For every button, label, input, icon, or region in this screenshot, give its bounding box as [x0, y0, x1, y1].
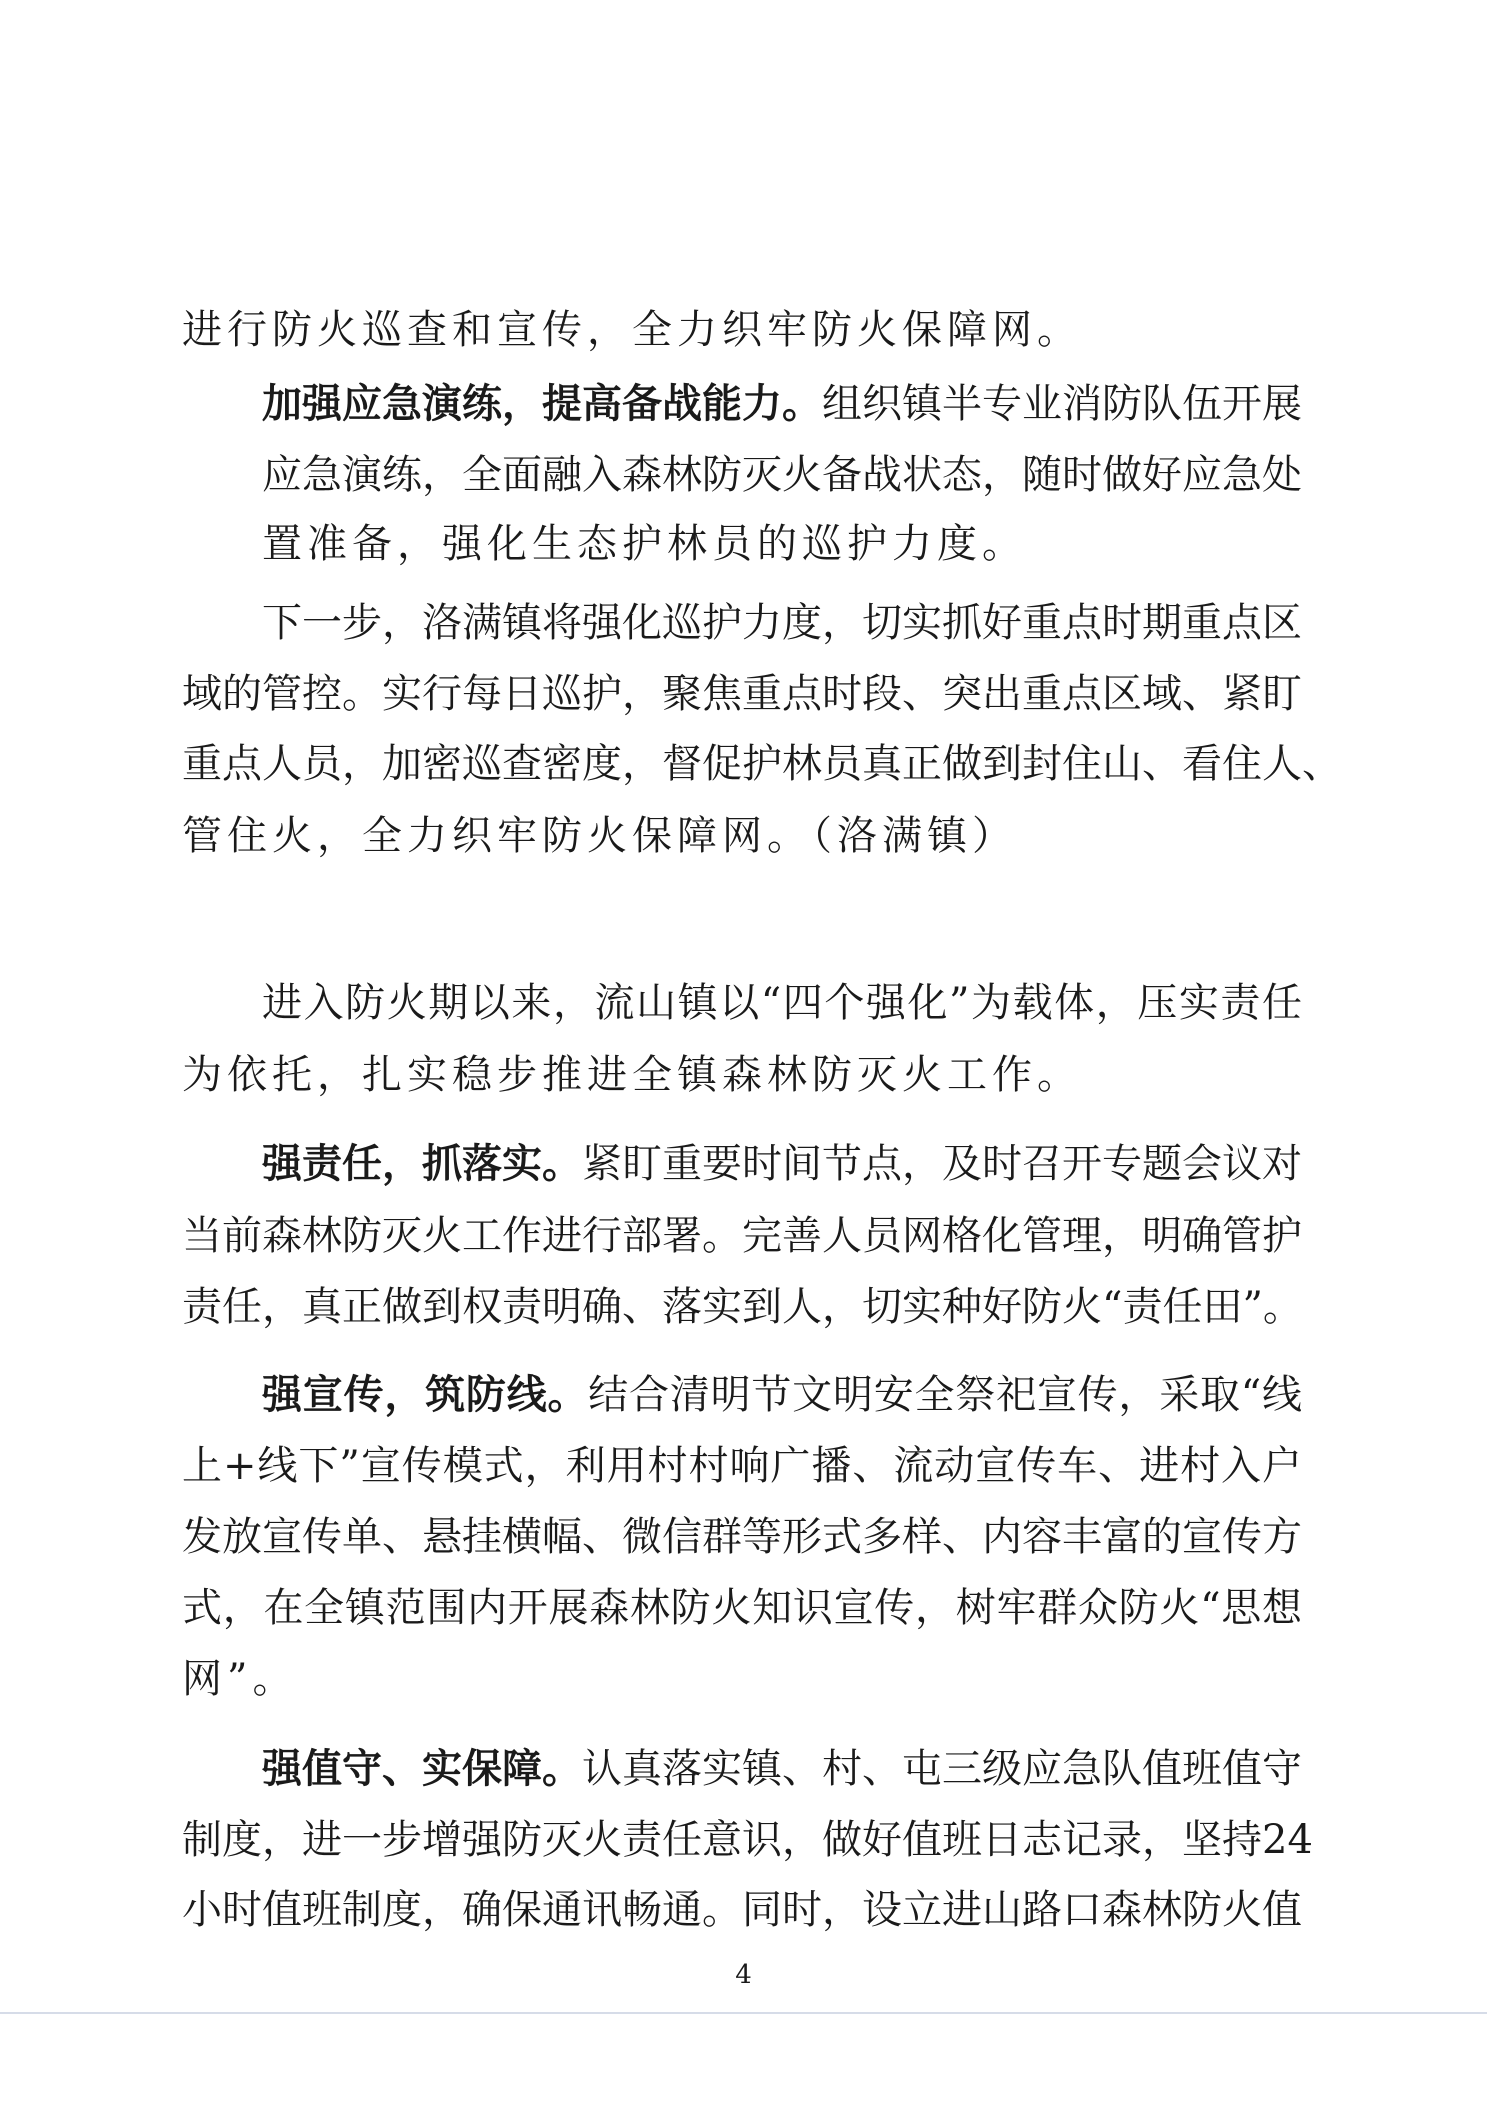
- text-line: [262, 520, 1302, 568]
- line-text: 当前森林防灭火工作进行部署。完善人员网格化管理，明确管护: [182, 1213, 1302, 1259]
- paragraph-first-line: [262, 1745, 1302, 1793]
- page-number: 4: [735, 1960, 752, 1990]
- line-text: 置准备，强化生态护林员的巡护力度。: [262, 521, 1027, 567]
- paragraph-first-line: [262, 380, 1302, 428]
- line-text: 式，在全镇范围内开展森林防火知识宣传，树牢群众防火“思想: [182, 1585, 1302, 1631]
- line-text: 紧盯重要时间节点，及时召开专题会议对: [582, 1141, 1302, 1187]
- paragraph-heading: 强宣传，筑防线。: [262, 1371, 589, 1418]
- text-line: [182, 306, 1302, 354]
- line-text: 进入防火期以来，流山镇以“四个强化”为载体，压实责任: [262, 980, 1302, 1026]
- text-line: [182, 1886, 1302, 1934]
- line-text: 管住火，全力织牢防火保障网。（洛满镇）: [182, 813, 1017, 859]
- line-text: 制度，进一步增强防灭火责任意识，做好值班日志记录，坚持24: [182, 1817, 1313, 1863]
- paragraph-first-line: [262, 979, 1302, 1027]
- line-text: 认真落实镇、村、屯三级应急队值班值守: [582, 1746, 1302, 1792]
- text-line: [182, 812, 1302, 860]
- paragraph-first-line: [262, 1140, 1302, 1188]
- line-text: 进行防火巡查和宣传，全力织牢防火保障网。: [182, 307, 1082, 353]
- line-text: 发放宣传单、悬挂横幅、微信群等形式多样、内容丰富的宣传方: [182, 1514, 1302, 1560]
- paragraph-heading: 加强应急演练，提高备战能力。: [262, 380, 822, 427]
- text-line: [182, 1051, 1302, 1099]
- paragraph-first-line: [262, 1371, 1302, 1419]
- line-text: 域的管控。实行每日巡护，聚焦重点时段、突出重点区域、紧盯: [182, 671, 1302, 717]
- line-text: 责任，真正做到权责明确、落实到人，切实种好防火“责任田”。: [182, 1284, 1303, 1330]
- text-line: [182, 1816, 1313, 1864]
- text-line: [182, 1513, 1302, 1561]
- footer-divider: [0, 2012, 1487, 2014]
- text-line: [182, 1283, 1302, 1331]
- line-text: 小时值班制度，确保通讯畅通。同时，设立进山路口森林防火值: [182, 1887, 1302, 1933]
- text-line: [182, 670, 1302, 718]
- text-line: [182, 1584, 1302, 1632]
- paragraph-heading: 强值守、实保障。: [262, 1745, 582, 1792]
- line-text: 重点人员，加密巡查密度，督促护林员真正做到封住山、看住人、: [182, 741, 1342, 787]
- line-text: 上+线下”宣传模式，利用村村响广播、流动宣传车、进村入户: [182, 1443, 1302, 1489]
- text-line: [182, 1442, 1302, 1490]
- paragraph-heading: 强责任，抓落实。: [262, 1140, 582, 1187]
- line-text: 结合清明节文明安全祭祀宣传，采取“线: [588, 1372, 1303, 1418]
- text-line: [182, 1655, 1302, 1703]
- line-text: 下一步，洛满镇将强化巡护力度，切实抓好重点时期重点区: [262, 600, 1302, 646]
- text-line: [262, 451, 1302, 499]
- line-text: 应急演练，全面融入森林防灭火备战状态，随时做好应急处: [262, 452, 1302, 498]
- paragraph-first-line: [262, 599, 1302, 647]
- line-text: 网”。: [182, 1656, 298, 1702]
- line-text: 组织镇半专业消防队伍开展: [822, 381, 1302, 427]
- line-text: 为依托，扎实稳步推进全镇森林防灭火工作。: [182, 1052, 1082, 1098]
- text-line: [182, 740, 1342, 788]
- text-line: [182, 1212, 1302, 1260]
